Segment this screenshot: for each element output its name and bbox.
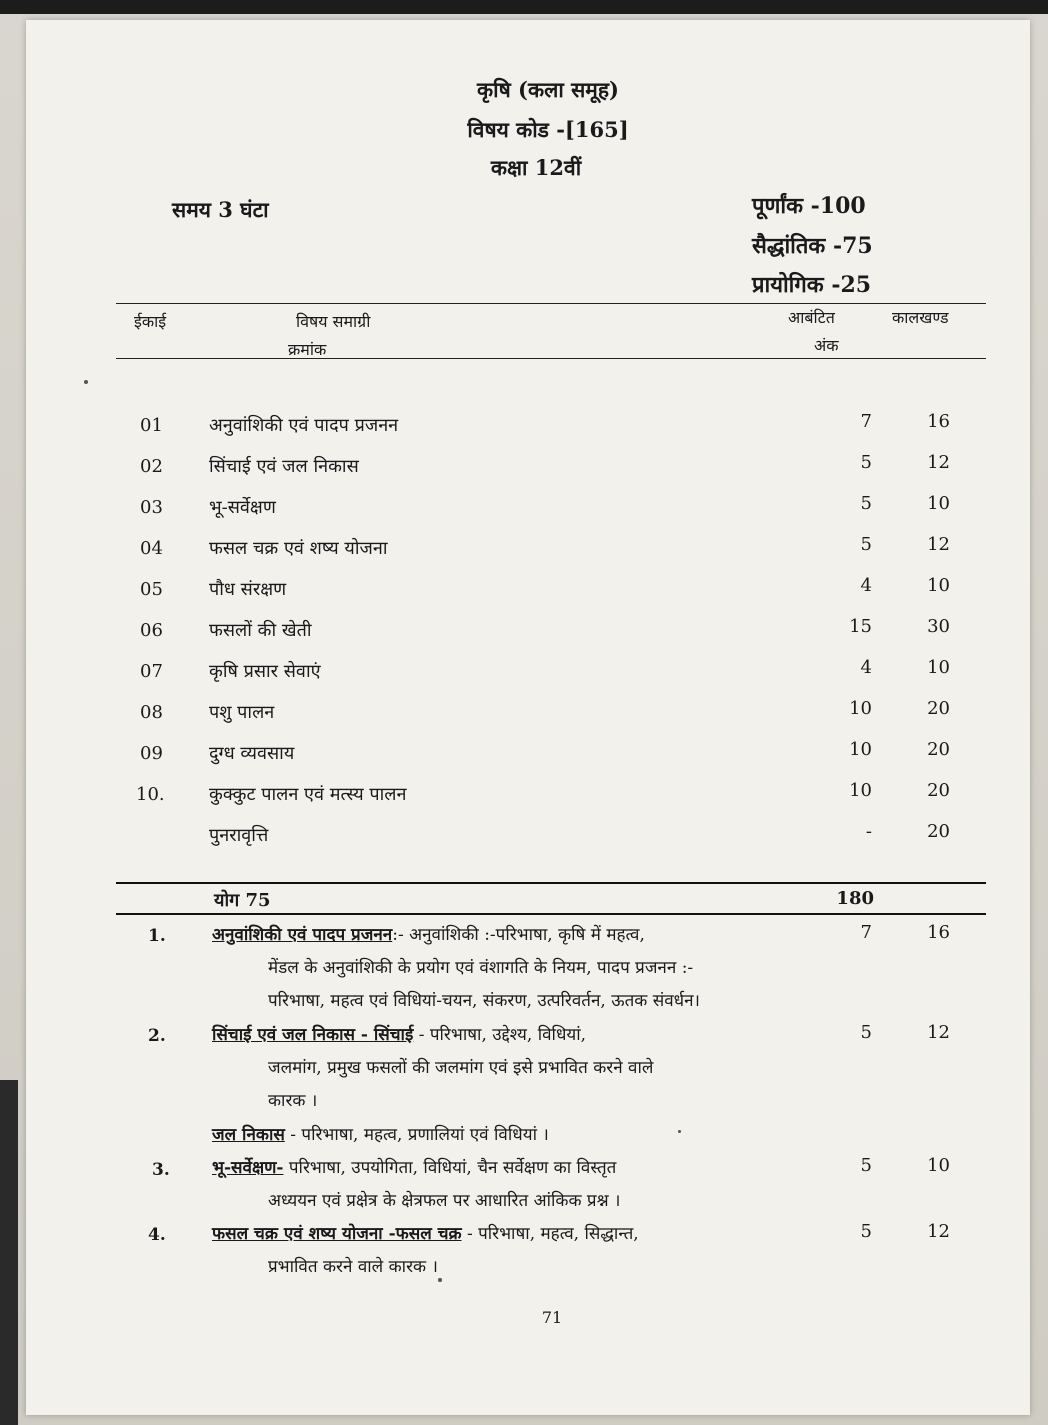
row-marks: 7 bbox=[860, 411, 872, 432]
detail-marks: 5 bbox=[860, 1022, 872, 1043]
time-label: समय 3 घंटा bbox=[172, 197, 269, 222]
row-marks: 4 bbox=[860, 575, 872, 596]
total-label: योग 75 bbox=[214, 890, 271, 911]
row-marks: 10 bbox=[849, 698, 872, 719]
row-periods: 10 bbox=[927, 657, 950, 678]
detail-line2: अध्ययन एवं प्रक्षेत्र के क्षेत्रफल पर आधारित आंकिक प्रश्न । bbox=[268, 1191, 621, 1211]
scan-edge-left bbox=[0, 1080, 18, 1425]
row-periods: 20 bbox=[927, 821, 950, 842]
row-title: भू-सर्वेक्षण bbox=[209, 497, 276, 518]
row-periods: 16 bbox=[927, 411, 950, 432]
row-marks: 10 bbox=[849, 739, 872, 760]
row-no: 02 bbox=[140, 456, 163, 477]
detail-subline bbox=[212, 1122, 549, 1145]
theory-marks: सैद्धांतिक -75 bbox=[752, 233, 873, 259]
table-top-rule bbox=[116, 303, 986, 304]
col-content: विषय समाग्री bbox=[296, 312, 371, 331]
row-no: 06 bbox=[140, 620, 163, 641]
detail-line1-rest: परिभाषा, उपयोगिता, विधियां, चैन सर्वेक्षण का विस्तृत bbox=[283, 1158, 617, 1178]
detail-periods: 12 bbox=[927, 1221, 950, 1242]
row-marks: 5 bbox=[860, 452, 872, 473]
detail-no: 3. bbox=[152, 1160, 170, 1180]
row-title: पुनरावृत्ति bbox=[209, 825, 269, 846]
scan-edge-top bbox=[0, 0, 1048, 14]
col-periods: कालखण्ड bbox=[892, 308, 949, 327]
detail-line3: कारक । bbox=[268, 1091, 318, 1111]
page-number: 71 bbox=[541, 1308, 563, 1327]
row-marks: 5 bbox=[860, 493, 872, 514]
row-periods: 12 bbox=[927, 534, 950, 555]
document-page bbox=[26, 20, 1030, 1415]
row-no: 10. bbox=[136, 784, 165, 805]
detail-heading: अनुवांशिकी एवं पादप प्रजनन bbox=[212, 925, 393, 945]
col-marks-line2: अंक bbox=[814, 336, 839, 355]
row-periods: 20 bbox=[927, 780, 950, 801]
row-periods: 20 bbox=[927, 698, 950, 719]
row-title: पौध संरक्षण bbox=[209, 579, 287, 600]
row-title: पशु पालन bbox=[209, 702, 275, 723]
practical-marks: प्रायोगिक -25 bbox=[752, 272, 872, 298]
detail-no: 2. bbox=[148, 1026, 166, 1046]
row-title: अनुवांशिकी एवं पादप प्रजनन bbox=[209, 415, 399, 436]
scan-speck bbox=[678, 1130, 681, 1133]
row-no: 04 bbox=[140, 538, 163, 559]
scan-speck bbox=[438, 1278, 442, 1282]
row-title: कुक्कुट पालन एवं मत्स्य पालन bbox=[209, 784, 407, 805]
row-marks: - bbox=[865, 821, 872, 842]
detail-line1-rest: :- अनुवांशिकी :-परिभाषा, कृषि में महत्व, bbox=[392, 925, 645, 945]
row-marks: 5 bbox=[860, 534, 872, 555]
row-no: 08 bbox=[140, 702, 163, 723]
detail-marks: 5 bbox=[860, 1221, 872, 1242]
row-title: फसल चक्र एवं शष्य योजना bbox=[209, 538, 388, 559]
row-periods: 20 bbox=[927, 739, 950, 760]
row-periods: 10 bbox=[927, 493, 950, 514]
row-no: 07 bbox=[140, 661, 163, 682]
detail-line1 bbox=[212, 1155, 616, 1178]
detail-line1-rest: - परिभाषा, उद्देश्य, विधियां, bbox=[413, 1025, 587, 1045]
detail-line2: प्रभावित करने वाले कारक । bbox=[268, 1257, 438, 1277]
subject-code: विषय कोड -[165] bbox=[467, 117, 629, 142]
detail-periods: 12 bbox=[927, 1022, 950, 1043]
detail-line1 bbox=[212, 1022, 586, 1045]
col-unit: ईकाई bbox=[134, 312, 167, 331]
total-bottom-rule bbox=[116, 913, 986, 915]
row-marks: 10 bbox=[849, 780, 872, 801]
row-no: 05 bbox=[140, 579, 163, 600]
detail-no: 1. bbox=[148, 926, 166, 946]
scan-speck bbox=[84, 380, 88, 384]
detail-marks: 7 bbox=[860, 922, 872, 943]
row-periods: 10 bbox=[927, 575, 950, 596]
row-title: दुग्ध व्यवसाय bbox=[209, 743, 295, 764]
row-no: 09 bbox=[140, 743, 163, 764]
row-title: कृषि प्रसार सेवाएं bbox=[209, 661, 321, 682]
row-no: 03 bbox=[140, 497, 163, 518]
table-header-rule bbox=[116, 358, 986, 359]
detail-line3: परिभाषा, महत्व एवं विधियां-चयन, संकरण, उत्परिवर्तन, ऊतक संवर्धन। bbox=[268, 991, 700, 1011]
row-periods: 12 bbox=[927, 452, 950, 473]
detail-periods: 16 bbox=[927, 922, 950, 943]
detail-marks: 5 bbox=[860, 1155, 872, 1176]
col-marks-line1: आबंटित bbox=[788, 308, 835, 327]
detail-line2: मेंडल के अनुवांशिकी के प्रयोग एवं वंशागति के नियम, पादप प्रजनन :- bbox=[268, 958, 694, 978]
detail-heading: भू-सर्वेक्षण- bbox=[212, 1158, 284, 1178]
detail-sub-heading: जल निकास bbox=[212, 1125, 285, 1145]
detail-line1-rest: - परिभाषा, महत्व, सिद्धान्त, bbox=[461, 1224, 639, 1244]
col-serial: क्रमांक bbox=[288, 340, 327, 359]
detail-sub-rest: - परिभाषा, महत्व, प्रणालियां एवं विधियां । bbox=[284, 1125, 549, 1145]
detail-periods: 10 bbox=[927, 1155, 950, 1176]
row-marks: 4 bbox=[860, 657, 872, 678]
total-periods: 180 bbox=[836, 888, 874, 909]
total-top-rule bbox=[116, 882, 986, 884]
row-marks: 15 bbox=[849, 616, 872, 637]
detail-heading: फसल चक्र एवं शष्य योजना -फसल चक्र bbox=[212, 1224, 462, 1244]
detail-line1 bbox=[212, 1221, 639, 1244]
row-no: 01 bbox=[140, 415, 163, 436]
detail-line1 bbox=[212, 922, 645, 945]
row-title: सिंचाई एवं जल निकास bbox=[209, 456, 359, 477]
subject-title: कृषि (कला समूह) bbox=[477, 77, 619, 102]
total-marks: पूर्णांक -100 bbox=[752, 193, 866, 219]
detail-no: 4. bbox=[148, 1225, 166, 1245]
detail-line2: जलमांग, प्रमुख फसलों की जलमांग एवं इसे प्रभावित करने वाले bbox=[268, 1058, 654, 1078]
row-title: फसलों की खेती bbox=[209, 620, 312, 641]
detail-heading: सिंचाई एवं जल निकास - सिंचाई bbox=[212, 1025, 414, 1045]
class-label: कक्षा 12वीं bbox=[490, 155, 582, 180]
row-periods: 30 bbox=[927, 616, 950, 637]
